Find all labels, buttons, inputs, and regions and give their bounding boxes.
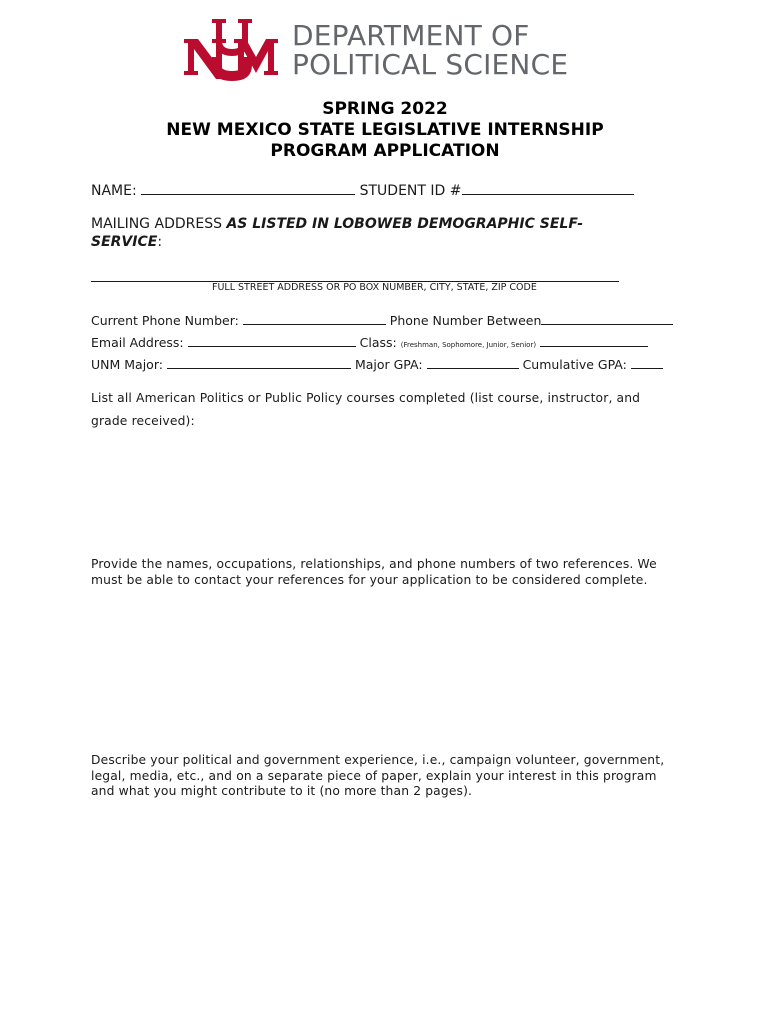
address-caption: FULL STREET ADDRESS OR PO BOX NUMBER, CITY, STATE, ZIP CODE [212,282,537,293]
email-label: Email Address: [91,335,184,350]
unm-logo-mark-icon [182,17,282,83]
major-gpa-field[interactable] [427,354,519,369]
document-title [0,99,770,162]
student-id-label: STUDENT ID # [359,183,462,199]
mailing-address-emphasis-1: AS LISTED IN LOBOWEB DEMOGRAPHIC SELF- [226,216,583,232]
courses-prompt-line1: List all American Politics or Public Policy courses completed (list course, instructor, and [91,391,641,405]
phone-field[interactable] [243,310,386,325]
email-row [91,332,648,350]
department-name [292,21,568,79]
phone-label: Current Phone Number: [91,313,239,328]
cumulative-gpa-field[interactable] [631,354,663,369]
department-name-line2: POLITICAL SCIENCE [292,48,569,81]
mailing-address-label-cont [91,234,162,250]
title-line-2: NEW MEXICO STATE LEGISLATIVE INTERNSHIP [166,120,604,140]
references-prompt: Provide the names, occupations, relationships, and phone numbers of two references. We must be able to contact your references for your application to be considered complete. [91,557,657,587]
mailing-address-label [91,216,583,232]
major-gpa-label: Major GPA: [354,357,423,372]
phone-row [91,310,673,328]
courses-prompt [91,387,671,433]
title-line-3: PROGRAM APPLICATION [270,141,500,161]
title-line-1: SPRING 2022 [322,99,448,119]
email-field[interactable] [188,332,356,347]
major-row [91,354,663,372]
phone-between-field[interactable] [541,310,673,325]
mailing-address-colon: : [157,234,163,250]
major-label: UNM Major: [91,357,163,372]
mailing-address-text: MAILING ADDRESS [91,216,222,232]
mailing-address-field[interactable] [91,267,619,282]
department-name-line1: DEPARTMENT OF [292,19,530,52]
class-label: Class: [359,335,397,350]
class-field[interactable] [540,332,648,347]
mailing-address-emphasis-2: SERVICE [91,234,158,250]
experience-prompt: Describe your political and government experience, i.e., campaign volunteer, government, legal, media, etc., and on a separate piece of paper, explain your interest in this program and what you might contribute to it (no more than 2 pages). [91,753,665,798]
name-field[interactable] [141,180,355,195]
class-options: (Freshman, Sophomore, Junior, Senior) [400,341,537,349]
major-field[interactable] [167,354,351,369]
phone-between-label: Phone Number Between [389,313,542,328]
name-row [91,180,634,199]
unm-logo [182,17,592,83]
student-id-field[interactable] [462,180,634,195]
courses-prompt-line2: grade received): [91,414,195,428]
cumulative-gpa-label: Cumulative GPA: [522,357,627,372]
name-label: NAME: [91,183,137,199]
